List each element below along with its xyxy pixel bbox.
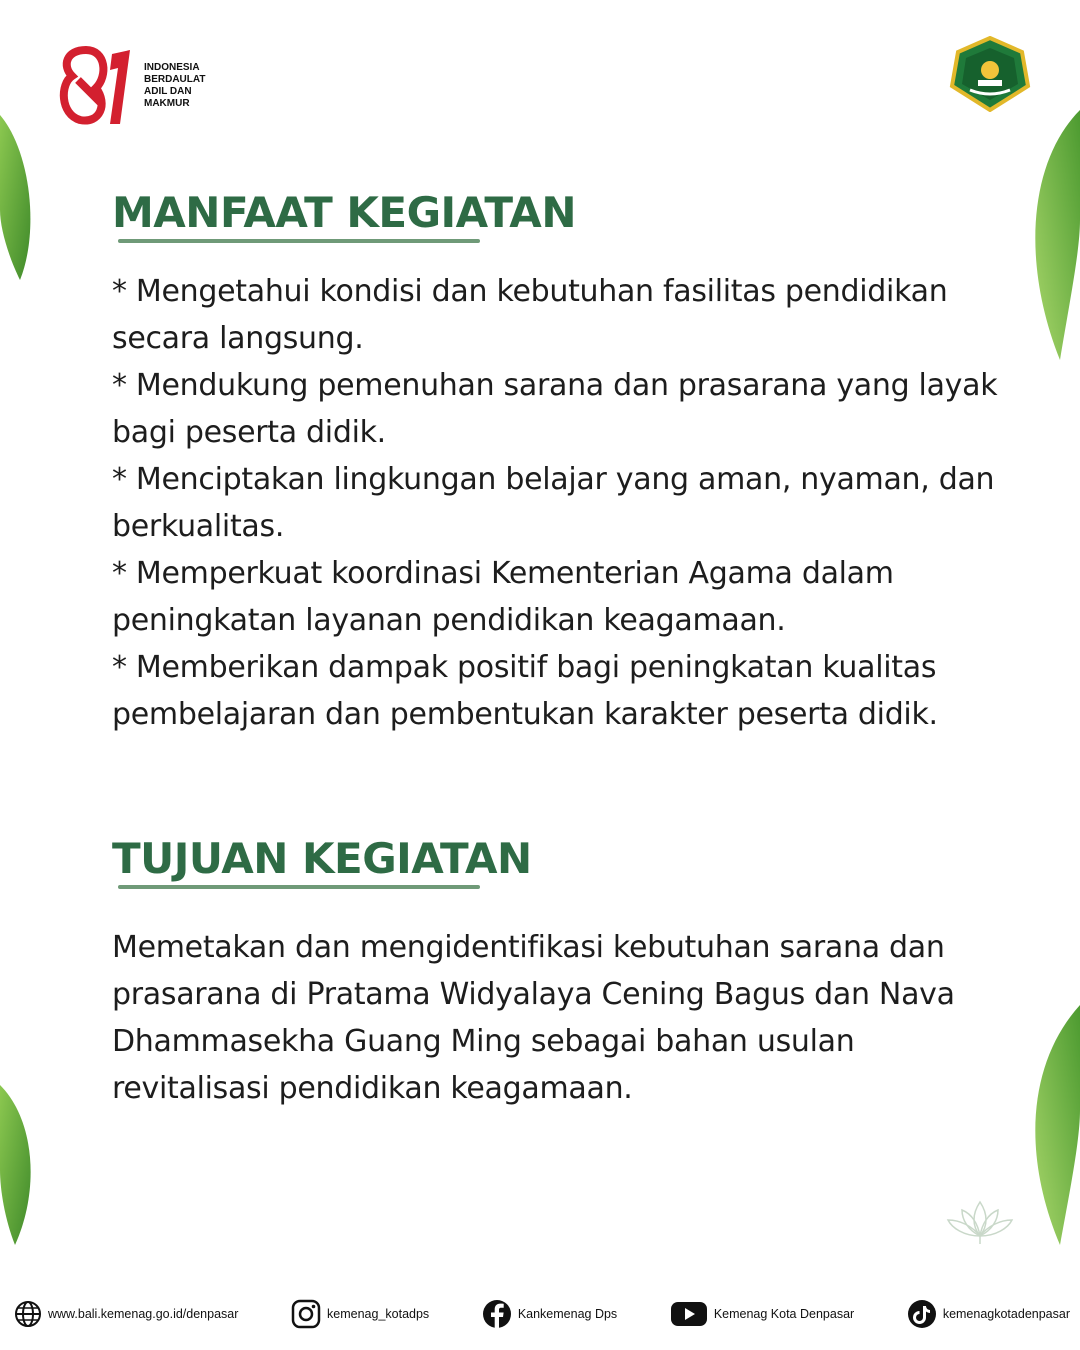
footer-instagram-link[interactable]: kemenag_kotadps: [291, 1299, 429, 1329]
title-underline: [118, 885, 480, 889]
leaf-top-right-decoration: [1020, 100, 1080, 370]
tiktok-icon: [907, 1299, 937, 1329]
leaf-bottom-right-decoration: [1020, 1000, 1080, 1250]
instagram-icon: [291, 1299, 321, 1329]
logo-tagline: INDONESIA BERDAULAT ADIL DAN MAKMUR: [144, 62, 206, 109]
youtube-icon: [670, 1300, 708, 1328]
list-item: * Mengetahui kondisi dan kebutuhan fasilitas pendidikan secara langsung.: [112, 274, 948, 356]
footer-website-link[interactable]: www.bali.kemenag.go.id/denpasar: [14, 1300, 238, 1328]
footer-social-bar: [14, 1296, 1070, 1332]
facebook-icon: [482, 1299, 512, 1329]
kemenag-emblem-logo: [948, 36, 1032, 112]
footer-facebook-link[interactable]: Kankemenag Dps: [482, 1299, 617, 1329]
list-item: * Memperkuat koordinasi Kementerian Agama dalam peningkatan layanan pendidikan keagamaan.: [112, 556, 894, 638]
footer-tiktok-link[interactable]: kemenagkotadenpasar: [907, 1299, 1070, 1329]
list-item: * Memberikan dampak positif bagi peningkatan kualitas pembelajaran dan pembentukan karakter peserta didik.: [112, 650, 938, 732]
lotus-icon: [946, 1196, 1014, 1246]
list-item: * Menciptakan lingkungan belajar yang aman, nyaman, dan berkualitas.: [112, 462, 995, 544]
title-underline: [118, 239, 480, 243]
leaf-top-left-decoration: [0, 110, 40, 290]
globe-icon: [14, 1300, 42, 1328]
section-title-tujuan: TUJUAN KEGIATAN: [112, 834, 532, 883]
leaf-bottom-left-decoration: [0, 1080, 40, 1250]
footer-youtube-link[interactable]: Kemenag Kota Denpasar: [670, 1300, 854, 1328]
benefits-list: [112, 268, 1012, 738]
logo-81-mark-icon: [56, 44, 136, 128]
section-title-manfaat: MANFAAT KEGIATAN: [112, 188, 576, 237]
logo-81-indonesia: [56, 44, 205, 128]
list-item: * Mendukung pemenuhan sarana dan prasarana yang layak bagi peserta didik.: [112, 368, 998, 450]
objective-paragraph: Memetakan dan mengidentifikasi kebutuhan sarana dan prasarana di Pratama Widyalaya Cening Bagus dan Nava Dhammasekha Guang Ming sebagai bahan usulan revitalisasi pendidikan keagamaan.: [112, 930, 955, 1106]
